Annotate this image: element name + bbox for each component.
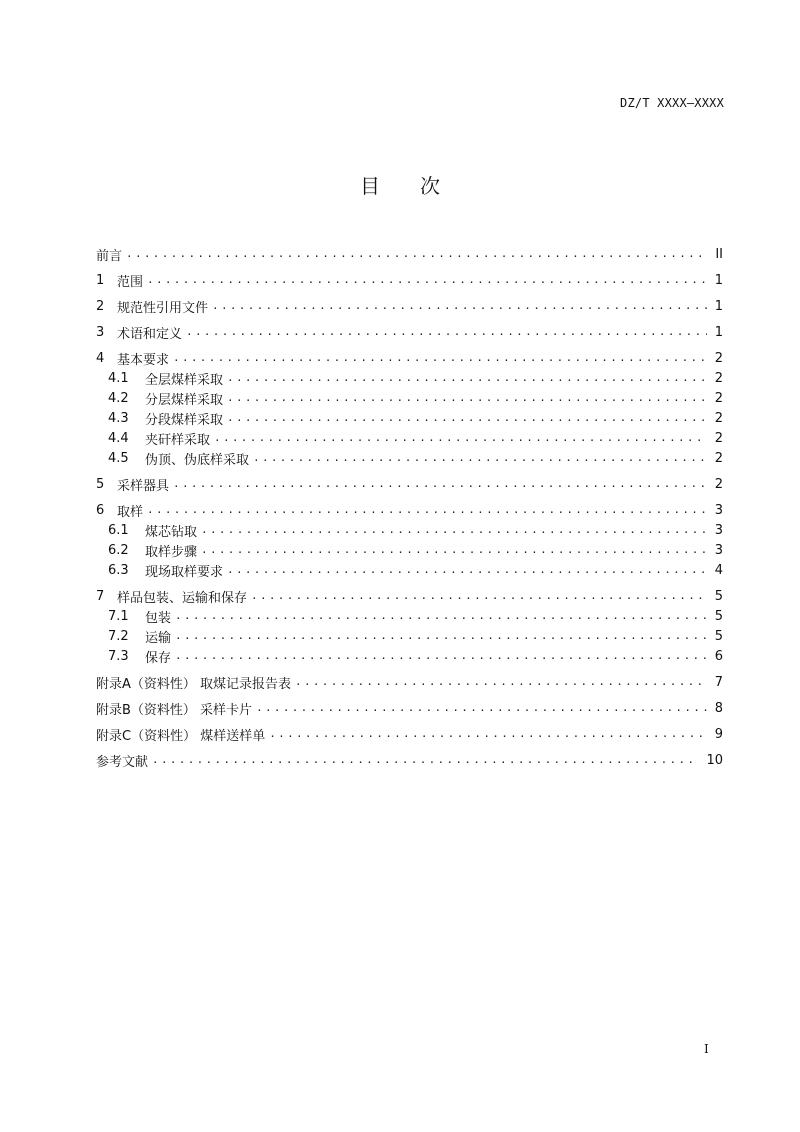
toc-entry[interactable] (96, 606, 723, 626)
dot-leader (126, 247, 707, 261)
dot-leader (256, 701, 707, 715)
dot-leader (227, 391, 707, 405)
toc-entry-page: 4 (714, 562, 723, 578)
toc-entry-number: 4.1 (108, 370, 129, 386)
dot-leader (227, 563, 707, 577)
toc-entry-number: 2 (96, 298, 105, 314)
dot-leader (251, 589, 707, 603)
toc-entry-label: 附录B（资料性） 采样卡片 (96, 702, 253, 718)
dot-leader (253, 451, 707, 465)
toc-entry-label: 全层煤样采取 (145, 372, 224, 388)
toc-entry-number: 5 (96, 476, 105, 492)
toc-entry[interactable] (96, 500, 723, 520)
dot-leader (175, 609, 707, 623)
toc-entry-page: 3 (714, 522, 723, 538)
toc-entry[interactable] (96, 724, 723, 744)
toc-entry-label: 附录A（资料性） 取煤记录报告表 (96, 676, 292, 692)
toc-entry-page: 5 (714, 608, 723, 624)
toc-entry[interactable] (96, 296, 723, 316)
toc-entry-number: 6.3 (108, 562, 129, 578)
dot-leader (173, 477, 707, 491)
toc-entry-page: 2 (714, 390, 723, 406)
toc-entry-label: 包装 (145, 610, 172, 626)
toc-entry[interactable] (96, 698, 723, 718)
toc-entry-page: 1 (714, 324, 723, 340)
toc-entry-page: 6 (714, 648, 723, 664)
toc-entry-number: 6 (96, 502, 105, 518)
toc-entry-page: 2 (714, 410, 723, 426)
toc-entry-label: 基本要求 (117, 352, 170, 368)
toc-entry[interactable] (96, 560, 723, 580)
toc-entry-page: 3 (714, 502, 723, 518)
toc-entry-number: 7.2 (108, 628, 129, 644)
toc-entry-label: 参考文献 (96, 754, 149, 770)
dot-leader (227, 371, 707, 385)
toc-entry-label: 采样器具 (117, 478, 170, 494)
dot-leader (173, 351, 707, 365)
dot-leader (227, 411, 707, 425)
toc-entry[interactable] (96, 626, 723, 646)
toc-entry-number: 4.5 (108, 450, 129, 466)
toc-entry-label: 附录C（资料性） 煤样送样单 (96, 728, 266, 744)
toc-entry[interactable] (96, 348, 723, 368)
toc-entry[interactable] (96, 520, 723, 540)
toc-entry-page: 2 (714, 476, 723, 492)
toc-entry-page: 2 (714, 350, 723, 366)
toc-entry-page: II (715, 246, 723, 262)
toc-entry-page: 1 (714, 298, 723, 314)
toc-entry[interactable] (96, 750, 723, 770)
toc-entry-label: 范围 (117, 274, 144, 290)
toc-entry[interactable] (96, 244, 723, 264)
toc-entry-number: 4.4 (108, 430, 129, 446)
toc-entry-page: 2 (714, 370, 723, 386)
toc-entry[interactable] (96, 388, 723, 408)
toc-entry-page: 5 (714, 628, 723, 644)
toc-entry-label: 分段煤样采取 (145, 412, 224, 428)
toc-entry-label: 夹矸样采取 (145, 432, 211, 448)
toc-entry-number: 7 (96, 588, 105, 604)
toc-entry-label: 运输 (145, 630, 172, 646)
dot-leader (201, 523, 707, 537)
toc-entry-page: 2 (714, 450, 723, 466)
toc-entry-page: 8 (714, 700, 723, 716)
toc-entry-label: 取样步骤 (145, 544, 198, 560)
toc-entry[interactable] (96, 672, 723, 692)
toc-entry-number: 7.1 (108, 608, 129, 624)
toc-entry-label: 伪顶、伪底样采取 (145, 452, 250, 468)
toc-entry-label: 规范性引用文件 (117, 300, 209, 316)
toc-entry-label: 保存 (145, 650, 172, 666)
toc-entry[interactable] (96, 408, 723, 428)
toc-entry-label: 前言 (96, 248, 123, 264)
page-title: 目次 (360, 174, 480, 198)
dot-leader (212, 299, 707, 313)
toc-entry[interactable] (96, 368, 723, 388)
toc-entry-number: 4.2 (108, 390, 129, 406)
dot-leader (186, 325, 707, 339)
toc-entry-number: 1 (96, 272, 105, 288)
dot-leader (201, 543, 707, 557)
toc-entry-number: 6.1 (108, 522, 129, 538)
toc-entry-label: 煤芯钻取 (145, 524, 198, 540)
dot-leader (295, 675, 707, 689)
dot-leader (152, 753, 698, 767)
toc-entry-label: 样品包装、运输和保存 (117, 590, 248, 606)
page-number: I (704, 1042, 709, 1056)
toc-entry-page: 10 (706, 752, 723, 768)
toc-entry-label: 分层煤样采取 (145, 392, 224, 408)
toc-entry-number: 6.2 (108, 542, 129, 558)
dot-leader (175, 629, 707, 643)
dot-leader (147, 273, 707, 287)
toc-entry[interactable] (96, 448, 723, 468)
toc-entry[interactable] (96, 474, 723, 494)
dot-leader (269, 727, 707, 741)
toc-entry-label: 取样 (117, 504, 144, 520)
toc-entry-number: 3 (96, 324, 105, 340)
toc-entry-label: 现场取样要求 (145, 564, 224, 580)
toc-entry-page: 7 (714, 674, 723, 690)
toc-entry-number: 4.3 (108, 410, 129, 426)
dot-leader (147, 503, 707, 517)
document-code: DZ/T XXXX—XXXX (620, 96, 724, 110)
toc-entry-number: 7.3 (108, 648, 129, 664)
toc-entry-label: 术语和定义 (117, 326, 183, 342)
toc-entry-page: 5 (714, 588, 723, 604)
toc-entry[interactable] (96, 646, 723, 666)
toc-entry-page: 9 (714, 726, 723, 742)
toc-entry-page: 1 (714, 272, 723, 288)
toc-entry-page: 2 (714, 430, 723, 446)
toc-entry[interactable] (96, 428, 723, 448)
toc-entry[interactable] (96, 270, 723, 290)
dot-leader (214, 431, 707, 445)
toc-entry[interactable] (96, 322, 723, 342)
toc-entry[interactable] (96, 586, 723, 606)
table-of-contents (96, 244, 723, 770)
toc-entry[interactable] (96, 540, 723, 560)
dot-leader (175, 649, 707, 663)
toc-entry-page: 3 (714, 542, 723, 558)
toc-entry-number: 4 (96, 350, 105, 366)
